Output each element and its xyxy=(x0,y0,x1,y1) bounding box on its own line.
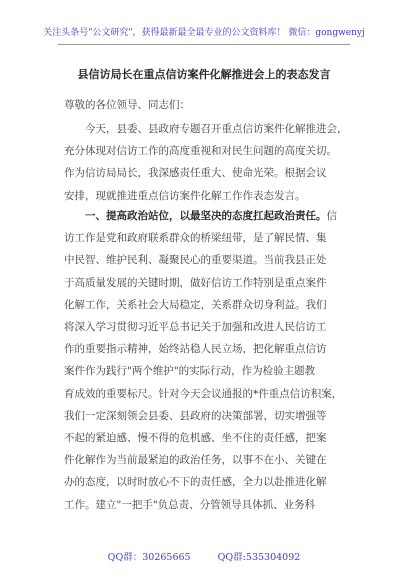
paragraph-intro xyxy=(64,118,354,207)
paragraph-line: 作为信访局局长，我深感责任重大、使命光荣。根据会议 xyxy=(64,167,327,180)
salutation: 尊敬的各位领导、同志们： xyxy=(64,99,190,111)
paragraph-line: 今天，县委、县政府专题召开重点信访案件化解推进会， xyxy=(85,123,348,135)
page-footer xyxy=(0,549,408,563)
paragraph-line: 我们一定深刻领会县委、县政府的决策部署，切实增强等 xyxy=(64,409,327,422)
paragraph-line: 中民智、维护民利、凝聚民心的重要渠道。当前我县正处 xyxy=(64,254,327,267)
paragraph-line: 不起的紧迫感、慢不得的危机感、坐不住的责任感，把案 xyxy=(64,432,327,445)
footer-qq-group-1: QQ群：30265665 xyxy=(107,552,191,563)
paragraph-line: 安排，现就推进重点信访案件化解工作作表态发言。 xyxy=(64,189,306,202)
paragraph-line: 将深入学习贯彻习近平总书记关于加强和改进人民信访工 xyxy=(64,321,327,334)
footer-qq-group-2: QQ群:535304092 xyxy=(217,552,301,563)
paragraph-line: 充分体现对信访工作的高度重视和对民生问题的高度关切。 xyxy=(64,145,337,158)
section-heading-tail: 信 xyxy=(326,210,337,222)
paragraph-line: 访工作是党和政府联系群众的桥梁纽带，是了解民情、集 xyxy=(64,232,327,245)
paragraph-line: 办的态度，以时时放心不下的责任感，全力以赴推进化解 xyxy=(64,476,327,489)
paragraph-line: 案件作为践行"两个维护"的实际行动，作为检验主题教 xyxy=(64,365,316,378)
page-header-banner: 关注头条号"公文研究"，获得最新最全最专业的公文资料库！ 微信：gongwenyj xyxy=(43,28,365,38)
header-divider xyxy=(58,44,350,45)
document-title: 县信访局长在重点信访案件化解推进会上的表态发言 xyxy=(77,68,331,81)
paragraph-line: 工作。建立"一把手"负总责、分管领导具体抓、业务科 xyxy=(64,498,316,511)
paragraph-line: 件化解作为当前最紧迫的政治任务，以事不在小、关键在 xyxy=(64,454,327,467)
section-heading-line xyxy=(64,205,354,227)
paragraph-line: 化解工作，关系社会大局稳定，关系群众切身利益。我们 xyxy=(64,298,327,311)
section-heading: 一、提高政治站位，以最坚决的态度扛起政治责任。 xyxy=(85,210,327,222)
paragraph-line: 作的重要指示精神，始终站稳人民立场，把化解重点信访 xyxy=(64,343,327,356)
paragraph-line: 育成效的重要标尺。针对今天会议通报的*件重点信访积案， xyxy=(64,387,343,400)
paragraph-section-one xyxy=(64,205,354,516)
paragraph-line: 于高质量发展的关键时期，做好信访工作特别是重点案件 xyxy=(64,276,327,289)
